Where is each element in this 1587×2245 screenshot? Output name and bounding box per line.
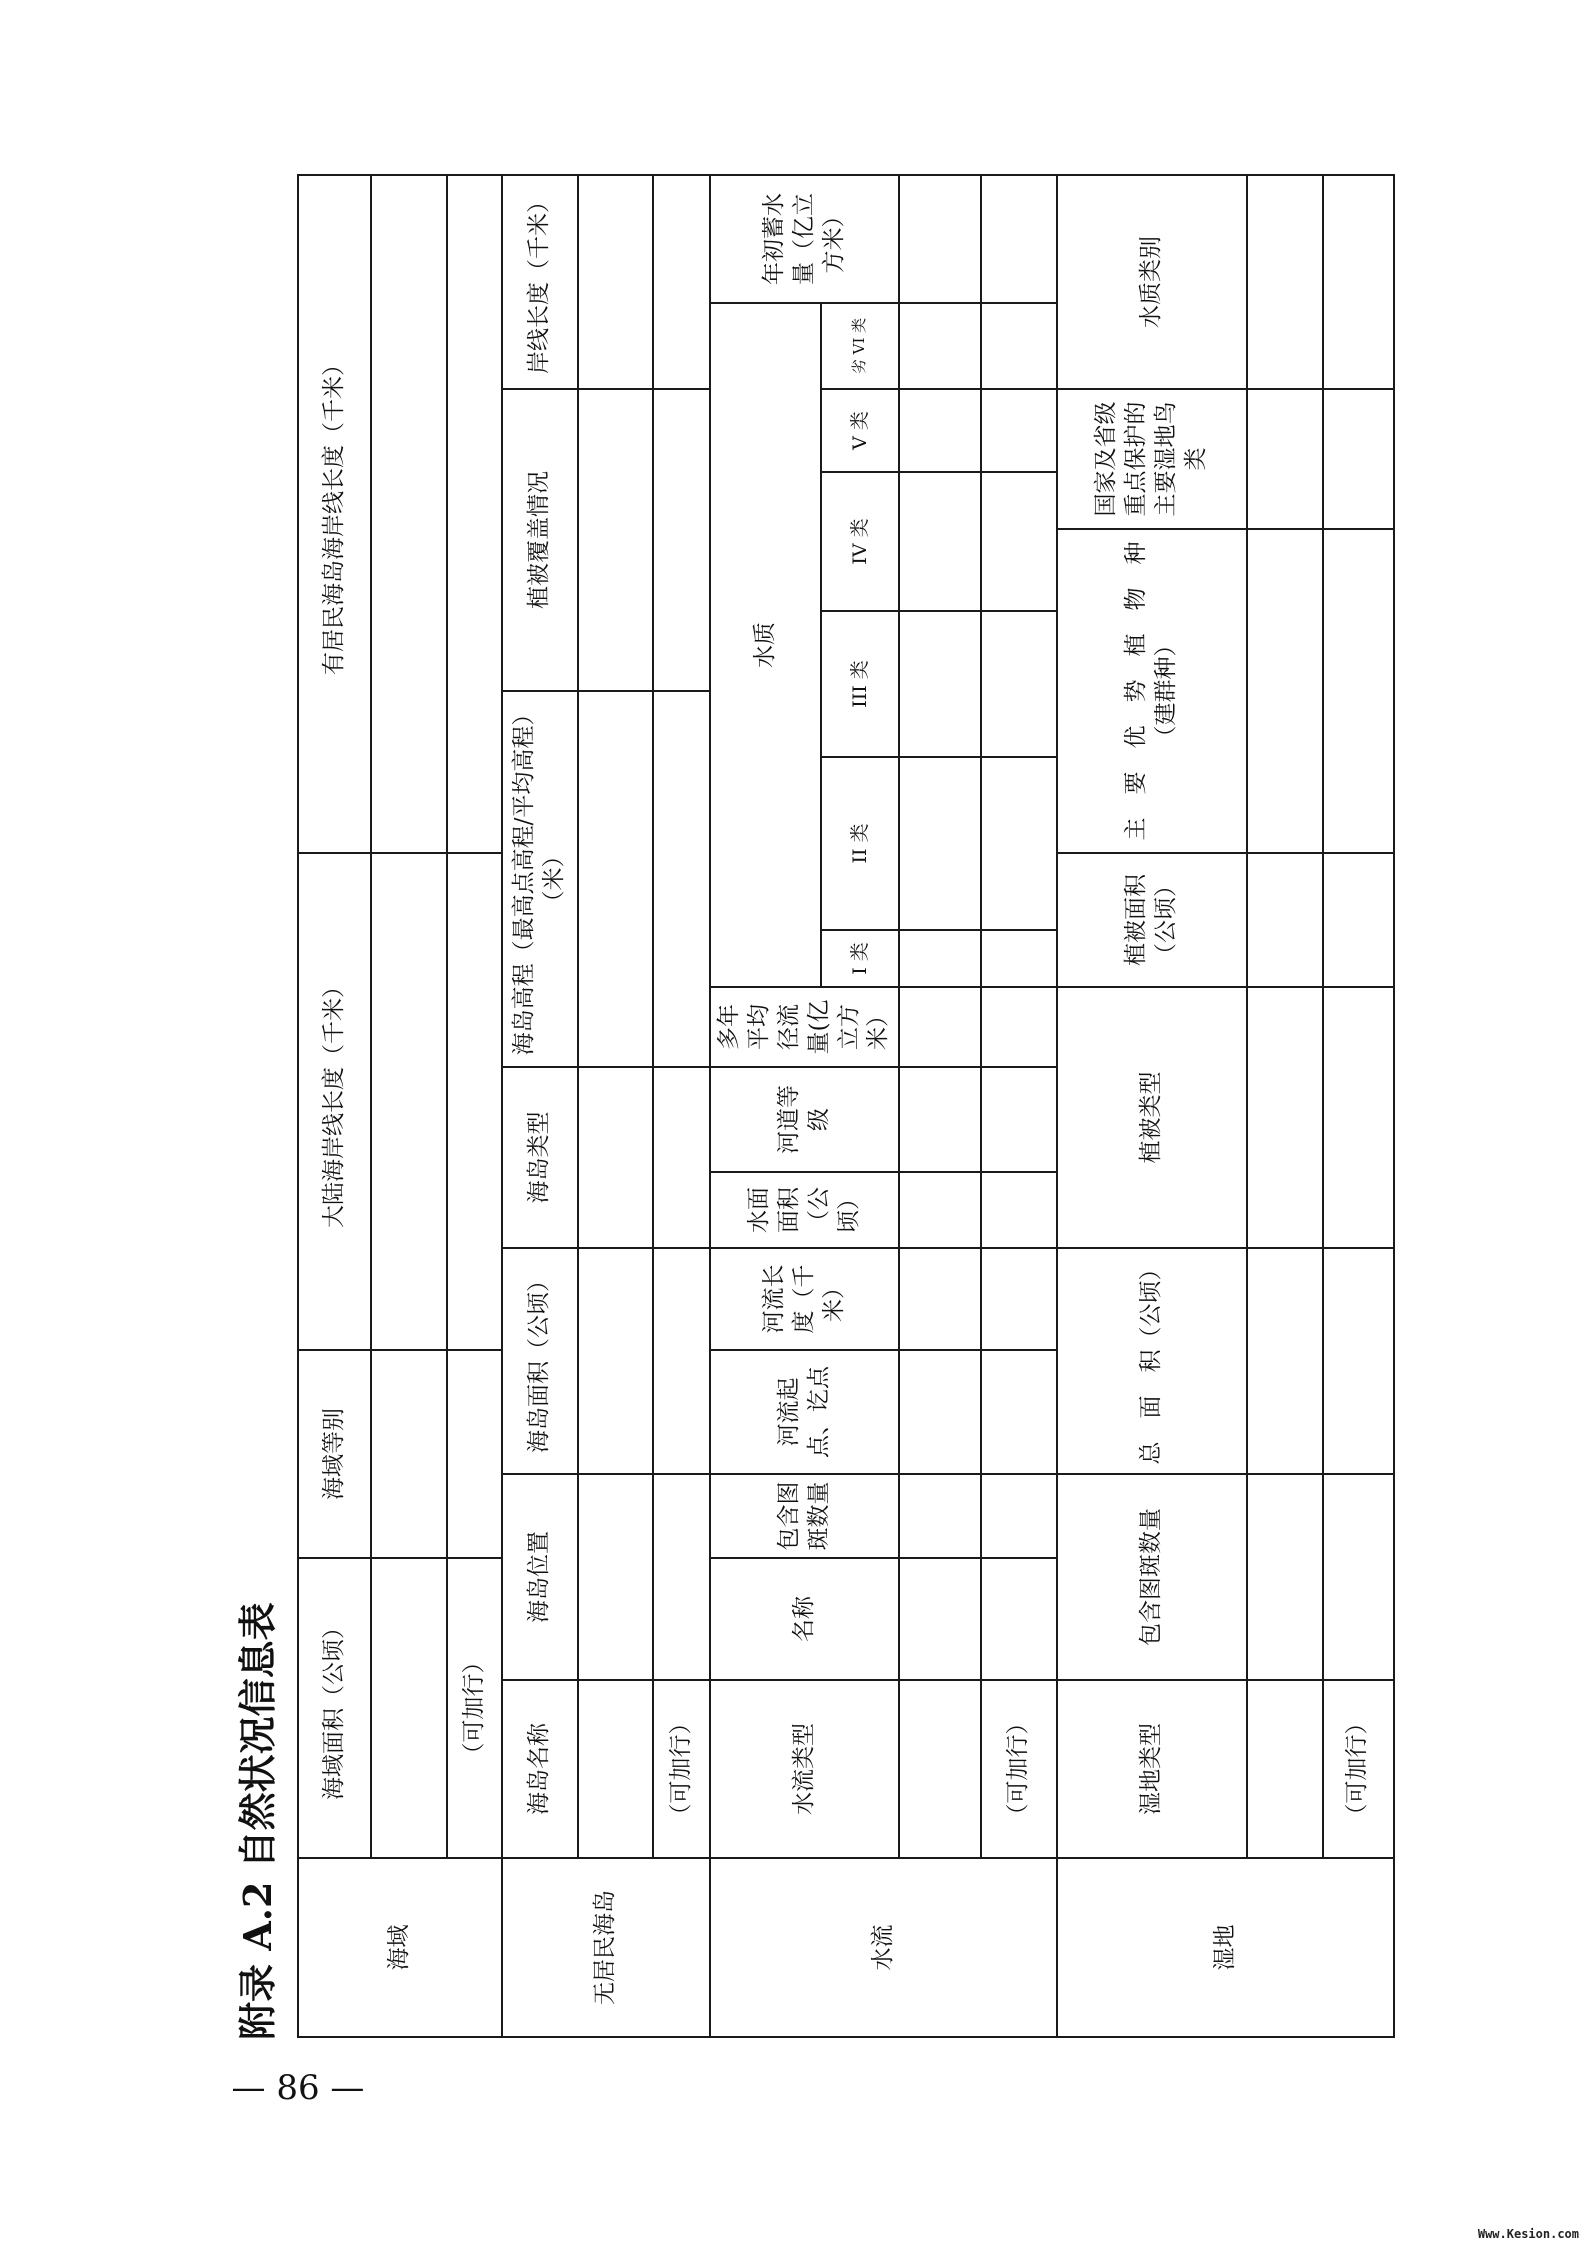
data-cell[interactable] (578, 1067, 653, 1248)
inhabited-island-coastline-header: 有居民海岛海岸线长度（千米） (298, 175, 371, 853)
data-cell[interactable] (653, 691, 710, 1067)
sea-area-header: 海域面积（公顷） (298, 1558, 371, 1858)
table-row (371, 175, 447, 2037)
data-cell[interactable] (981, 303, 1057, 389)
table-row (710, 175, 821, 2037)
data-cell[interactable] (981, 1172, 1057, 1248)
data-cell[interactable] (981, 1067, 1057, 1172)
data-cell[interactable] (578, 175, 653, 389)
mainland-coastline-header: 大陆海岸线长度（千米） (298, 853, 371, 1350)
data-cell[interactable] (1323, 853, 1394, 987)
data-cell[interactable] (1247, 853, 1323, 987)
wetland-category-cell: 湿地 (1057, 1858, 1393, 2037)
data-cell[interactable] (899, 987, 981, 1067)
data-cell[interactable] (899, 1067, 981, 1172)
natural-conditions-table (297, 174, 1395, 2038)
island-type-header: 海岛类型 (502, 1067, 578, 1248)
data-cell[interactable] (371, 1558, 447, 1858)
data-cell[interactable] (899, 1172, 981, 1248)
data-cell[interactable] (653, 175, 710, 389)
data-cell[interactable] (578, 1248, 653, 1474)
sea-category-cell: 海域 (298, 1858, 502, 2037)
protected-birds-header: 国家及省级重点保护的主要湿地鸟类 (1057, 389, 1246, 529)
data-cell[interactable] (447, 853, 502, 1350)
wetland-type-header: 湿地类型 (1057, 1680, 1246, 1858)
data-cell[interactable] (578, 691, 653, 1067)
river-grade-header: 河道等级 (710, 1067, 899, 1172)
island-area-header: 海岛面积（公顷） (502, 1248, 578, 1474)
data-cell[interactable] (981, 1350, 1057, 1474)
data-cell[interactable] (1247, 1248, 1323, 1474)
data-cell[interactable] (981, 175, 1057, 303)
quality-class-1: I 类 (821, 930, 899, 987)
data-cell[interactable] (981, 389, 1057, 472)
island-category-cell: 无居民海岛 (502, 1858, 710, 2037)
data-cell[interactable] (899, 1558, 981, 1680)
vegetation-type-header: 植被类型 (1057, 987, 1246, 1248)
river-start-end-header: 河流起点、讫点 (710, 1350, 899, 1474)
data-cell[interactable] (899, 389, 981, 472)
data-cell[interactable] (899, 930, 981, 987)
quality-class-5: V 类 (821, 389, 899, 472)
add-row-note: （可加行） (447, 1558, 502, 1858)
table-row (1057, 175, 1246, 2037)
data-cell[interactable] (981, 930, 1057, 987)
wetland-quality-header: 水质类别 (1057, 175, 1246, 389)
data-cell[interactable] (447, 175, 502, 853)
data-cell[interactable] (1323, 987, 1394, 1248)
water-name-header: 名称 (710, 1558, 899, 1680)
data-cell[interactable] (1247, 987, 1323, 1248)
storage-header: 年初蓄水量（亿立方米） (710, 175, 899, 303)
dominant-species-header: 主 要 优 势 植 物 种（建群种） (1057, 529, 1246, 853)
data-cell[interactable] (899, 1350, 981, 1474)
island-shoreline-header: 岸线长度（千米） (502, 175, 578, 389)
island-vegetation-header: 植被覆盖情况 (502, 389, 578, 691)
water-patches-header: 包含图斑数量 (710, 1474, 899, 1558)
table-row (1247, 175, 1323, 2037)
data-cell[interactable] (371, 175, 447, 853)
data-cell[interactable] (981, 757, 1057, 930)
table-row (981, 175, 1057, 2037)
data-cell[interactable] (981, 987, 1057, 1067)
data-cell[interactable] (981, 611, 1057, 757)
vegetation-area-header: 植被面积（公顷） (1057, 853, 1246, 987)
data-cell[interactable] (899, 1680, 981, 1858)
data-cell[interactable] (1247, 175, 1323, 389)
data-cell[interactable] (653, 1474, 710, 1680)
table-container (296, 190, 1371, 2040)
island-elevation-header: 海岛高程（最高点高程/平均高程）（米） (502, 691, 578, 1067)
data-cell[interactable] (578, 389, 653, 691)
rotated-page-content (220, 190, 1371, 2040)
sea-grade-header: 海域等别 (298, 1350, 371, 1558)
data-cell[interactable] (1323, 1474, 1394, 1680)
data-cell[interactable] (447, 1350, 502, 1558)
table-row (578, 175, 653, 2037)
data-cell[interactable] (1247, 1680, 1323, 1858)
data-cell[interactable] (981, 1248, 1057, 1350)
table-row (899, 175, 981, 2037)
add-row-note: （可加行） (981, 1680, 1057, 1858)
table-row (1323, 175, 1394, 2037)
runoff-header: 多年平均径流量(亿立方米） (710, 987, 899, 1067)
add-row-note: （可加行） (653, 1680, 710, 1858)
data-cell[interactable] (1247, 389, 1323, 529)
data-cell[interactable] (371, 1350, 447, 1558)
data-cell[interactable] (1323, 389, 1394, 529)
data-cell[interactable] (899, 472, 981, 611)
data-cell[interactable] (1323, 175, 1394, 389)
island-location-header: 海岛位置 (502, 1474, 578, 1680)
river-length-header: 河流长度（千米） (710, 1248, 899, 1350)
data-cell[interactable] (578, 1680, 653, 1858)
data-cell[interactable] (981, 472, 1057, 611)
quality-class-2: II 类 (821, 757, 899, 930)
data-cell[interactable] (981, 1474, 1057, 1558)
data-cell[interactable] (899, 1474, 981, 1558)
data-cell[interactable] (899, 757, 981, 930)
data-cell[interactable] (653, 1067, 710, 1248)
data-cell[interactable] (899, 611, 981, 757)
water-type-header: 水流类型 (710, 1680, 899, 1858)
quality-class-3: III 类 (821, 611, 899, 757)
page-number: — 86 — (231, 2068, 365, 2108)
water-category-cell: 水流 (710, 1858, 1057, 2037)
watermark: Www.Kesion.com (1477, 2227, 1579, 2241)
quality-class-4: IV 类 (821, 472, 899, 611)
data-cell[interactable] (1323, 529, 1394, 853)
data-cell[interactable] (1247, 529, 1323, 853)
data-cell[interactable] (1247, 1474, 1323, 1680)
data-cell[interactable] (1323, 1248, 1394, 1474)
data-cell[interactable] (899, 303, 981, 389)
quality-class-6: 劣 VI 类 (821, 303, 899, 389)
data-cell[interactable] (578, 1474, 653, 1680)
data-cell[interactable] (981, 1558, 1057, 1680)
water-quality-header: 水质 (710, 303, 821, 987)
data-cell[interactable] (653, 1248, 710, 1474)
wetland-total-area-header: 总 面 积（公顷） (1057, 1248, 1246, 1474)
add-row-note: （可加行） (1323, 1680, 1394, 1858)
table-row (653, 175, 710, 2037)
water-surface-header: 水面面积（公顷） (710, 1172, 899, 1248)
document-title: 附录 A.2 自然状况信息表 (235, 1602, 280, 2040)
data-cell[interactable] (371, 853, 447, 1350)
island-name-header: 海岛名称 (502, 1680, 578, 1858)
wetland-patches-header: 包含图斑数量 (1057, 1474, 1246, 1680)
data-cell[interactable] (653, 389, 710, 691)
data-cell[interactable] (899, 1248, 981, 1350)
table-row (502, 175, 578, 2037)
table-row (447, 175, 502, 2037)
data-cell[interactable] (899, 175, 981, 303)
table-row (298, 175, 371, 2037)
